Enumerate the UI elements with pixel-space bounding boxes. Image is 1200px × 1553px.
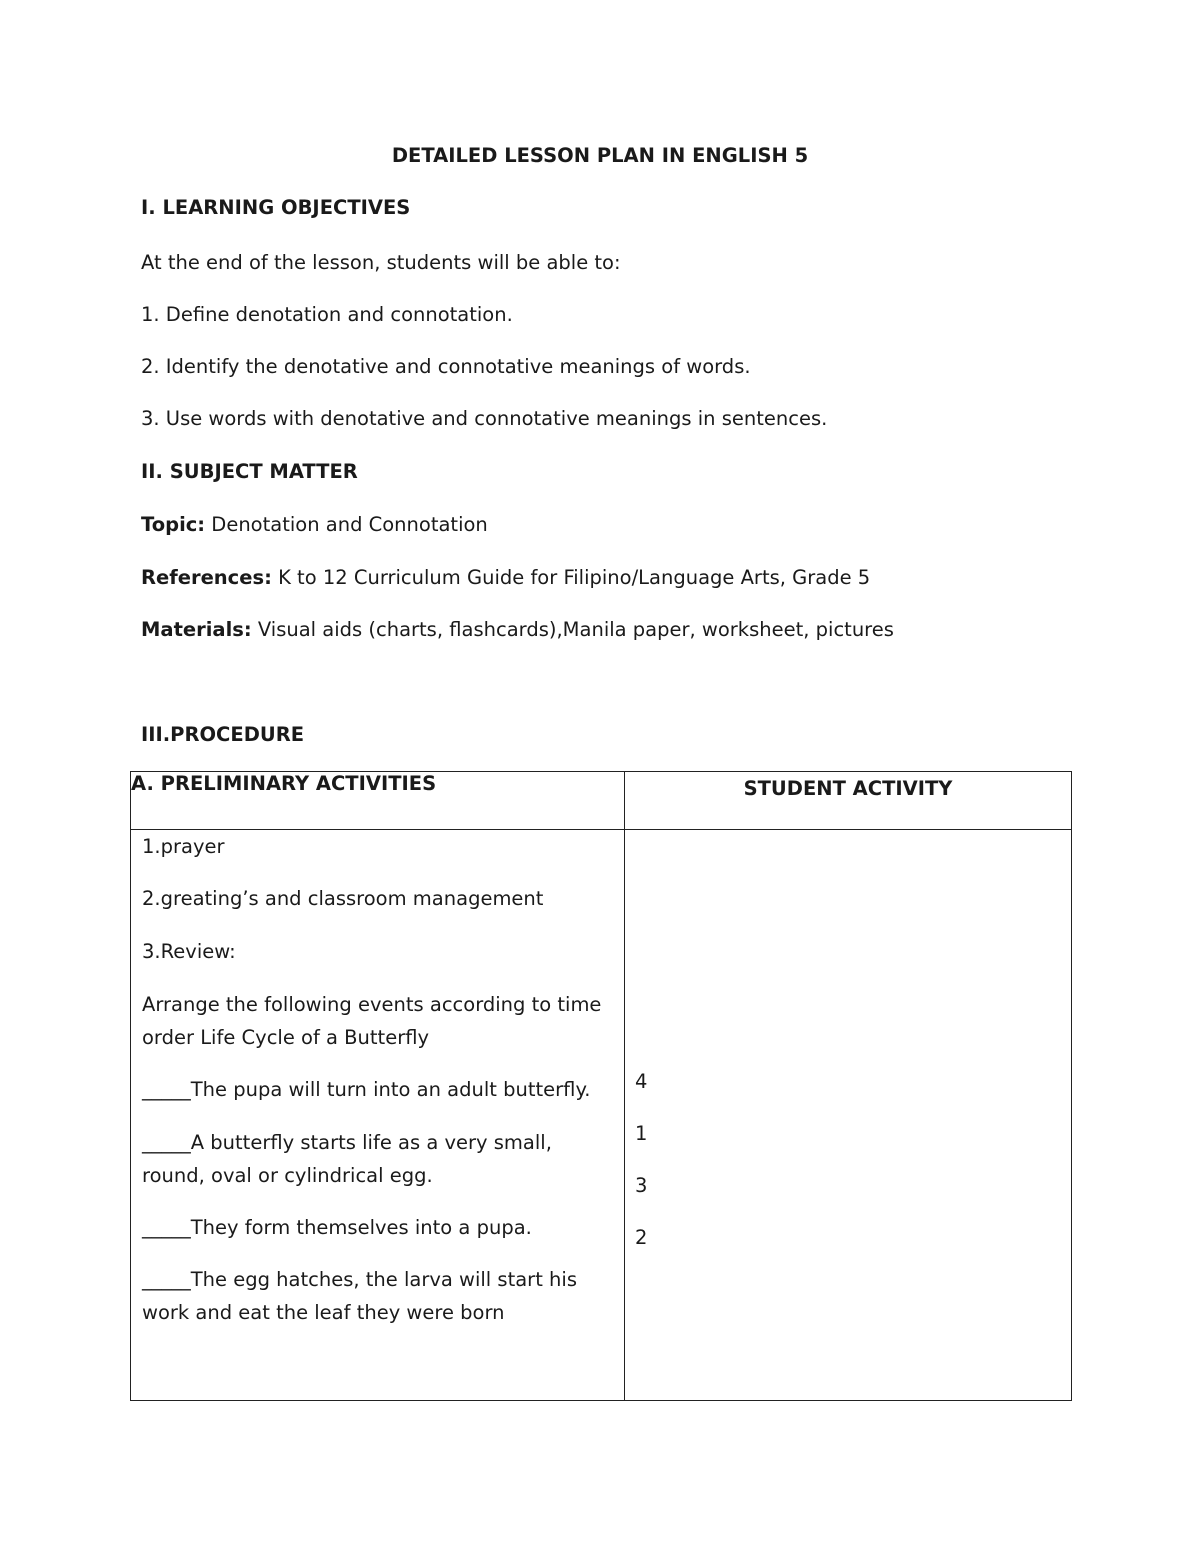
topic-label: Topic: [141,513,206,536]
list-item: 3.Review: [142,940,236,963]
header-preliminary-activities: A. PRELIMINARY ACTIVITIES [131,772,625,830]
student-activity-cell [625,830,1072,1401]
list-item: Arrange the following events according to time order Life Cycle of a Butterfly [142,993,602,1049]
topic-value: Denotation and Connotation [205,513,488,536]
objective-item: 2. Identify the denotative and connotative meanings of words. [141,355,751,378]
list-item: 2.greating’s and classroom management [142,887,544,910]
topic-line [141,513,488,537]
table-row [131,830,1072,1401]
document-title: DETAILED LESSON PLAN IN ENGLISH 5 [391,144,809,167]
references-line [141,566,870,590]
section-procedure-heading: III.PROCEDURE [141,723,305,746]
answer-value: 2 [635,1226,648,1249]
references-value: K to 12 Curriculum Guide for Filipino/Language Arts, Grade 5 [271,566,871,589]
references-label: References: [141,566,272,589]
answer-value: 3 [635,1174,648,1197]
list-item: _____The egg hatches, the larva will start his work and eat the leaf they were born [142,1268,577,1324]
objective-item: 3. Use words with denotative and connotative meanings in sentences. [141,407,828,430]
list-item: _____The pupa will turn into an adult butterfly. [142,1078,591,1101]
list-item: _____They form themselves into a pupa. [142,1216,532,1239]
objectives-intro: At the end of the lesson, students will be able to: [141,251,621,274]
list-item: 1.prayer [142,835,225,858]
materials-line [141,618,894,642]
materials-value: Visual aids (charts, flashcards),Manila paper, worksheet, pictures [251,618,894,641]
section-subject-matter-heading: II. SUBJECT MATTER [141,460,358,483]
answer-value: 4 [635,1070,648,1093]
activities-cell [131,830,625,1401]
answer-value: 1 [635,1122,648,1145]
section-learning-objectives-heading: I. LEARNING OBJECTIVES [141,196,411,219]
objective-item: 1. Define denotation and connotation. [141,303,513,326]
procedure-table [130,771,1072,1401]
materials-label: Materials: [141,618,252,641]
header-student-activity: STUDENT ACTIVITY [625,772,1072,830]
table-header-row [131,772,1072,830]
list-item: _____A butterfly starts life as a very small, round, oval or cylindrical egg. [142,1131,552,1187]
